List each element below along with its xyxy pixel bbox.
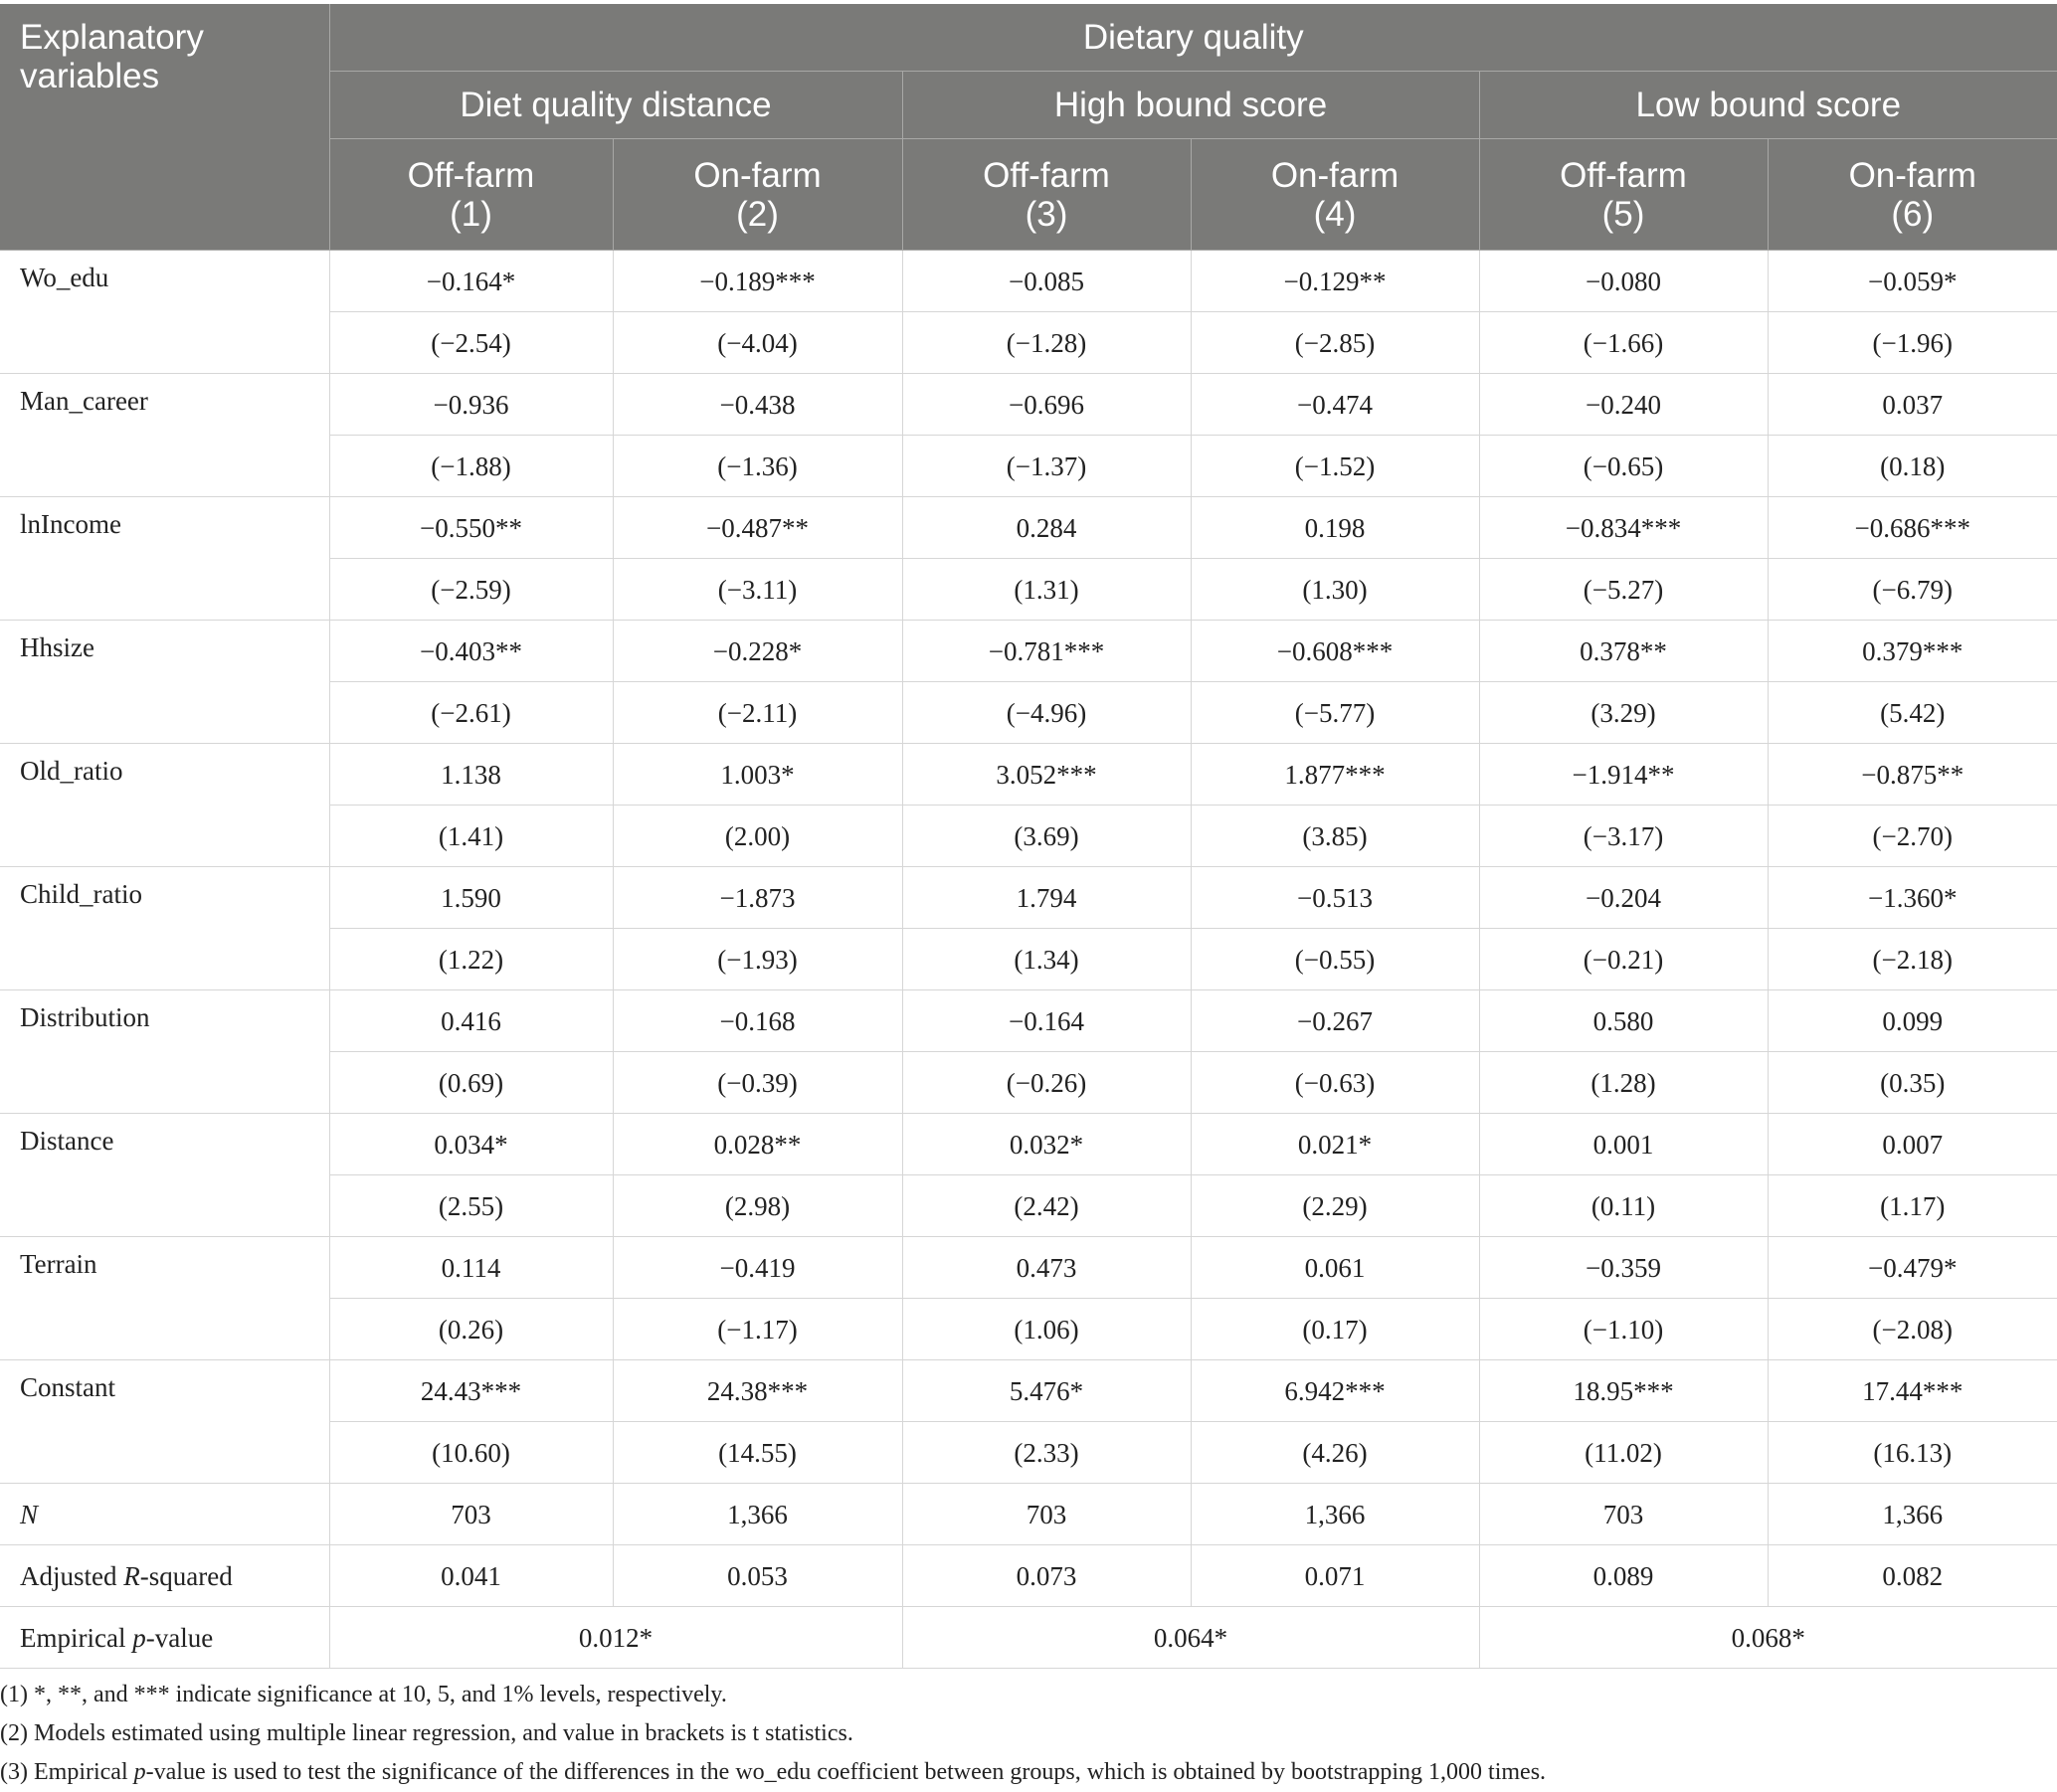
t-statistic-cell: (1.17) — [1768, 1175, 2057, 1237]
t-statistic-cell: (2.55) — [329, 1175, 613, 1237]
coefficient-cell: 24.43*** — [329, 1360, 613, 1422]
coefficient-cell: −0.686*** — [1768, 497, 2057, 559]
table-row-old-ratio — [0, 744, 2057, 806]
coefficient-cell: 1.877*** — [1191, 744, 1479, 806]
t-statistic-cell: (−4.96) — [902, 682, 1191, 744]
t-statistic-cell: (3.29) — [1479, 682, 1768, 744]
coefficient-cell: 1.590 — [329, 867, 613, 929]
t-statistic-cell: (11.02) — [1479, 1422, 1768, 1484]
t-statistic-cell: (10.60) — [329, 1422, 613, 1484]
t-statistic-cell: (−1.93) — [613, 929, 902, 990]
r2-cell: 0.053 — [613, 1545, 902, 1607]
coefficient-cell: −1.360* — [1768, 867, 2057, 929]
t-statistic-cell: (−0.39) — [613, 1052, 902, 1114]
t-statistic-cell: (0.26) — [329, 1299, 613, 1360]
note-2: (2) Models estimated using multiple linear regression, and value in brackets is t statistics. — [0, 1720, 853, 1746]
t-statistic-cell: (16.13) — [1768, 1422, 2057, 1484]
coefficient-cell: 0.028** — [613, 1114, 902, 1175]
coefficient-cell: −0.228* — [613, 621, 902, 682]
coefficient-cell: −0.438 — [613, 374, 902, 436]
coefficient-cell: −0.267 — [1191, 990, 1479, 1052]
coefficient-cell: −0.403** — [329, 621, 613, 682]
row-label-old-ratio: Old_ratio — [0, 744, 329, 867]
t-statistic-cell: (1.06) — [902, 1299, 1191, 1360]
column-number: (5) — [1601, 194, 1645, 234]
t-statistic-cell: (3.85) — [1191, 806, 1479, 867]
header-column-5 — [1479, 139, 1768, 251]
coefficient-cell: 0.037 — [1768, 374, 2057, 436]
r2-cell: 0.073 — [902, 1545, 1191, 1607]
coefficient-cell: 3.052*** — [902, 744, 1191, 806]
column-label: Off-farm — [407, 155, 535, 195]
t-statistic-cell: (−0.63) — [1191, 1052, 1479, 1114]
t-statistic-cell: (−2.85) — [1191, 312, 1479, 374]
coefficient-cell: 0.378** — [1479, 621, 1768, 682]
column-label: Off-farm — [983, 155, 1110, 195]
column-label: On-farm — [693, 155, 822, 195]
t-statistic-cell: (0.69) — [329, 1052, 613, 1114]
table-row-hhsize — [0, 621, 2057, 682]
coefficient-cell: −0.608*** — [1191, 621, 1479, 682]
coefficient-cell: −0.359 — [1479, 1237, 1768, 1299]
t-statistic-cell: (0.17) — [1191, 1299, 1479, 1360]
header-diet-quality-distance: Diet quality distance — [329, 72, 902, 139]
t-statistic-cell: (14.55) — [613, 1422, 902, 1484]
t-statistic-cell: (1.34) — [902, 929, 1191, 990]
note-1: (1) *, **, and *** indicate significance at 10, 5, and 1% levels, respectively. — [0, 1682, 727, 1707]
n-cell: 703 — [1479, 1484, 1768, 1545]
column-number: (2) — [736, 194, 779, 234]
coefficient-cell: −0.419 — [613, 1237, 902, 1299]
column-number: (6) — [1891, 194, 1935, 234]
t-statistic-cell: (1.31) — [902, 559, 1191, 621]
coefficient-cell: 0.198 — [1191, 497, 1479, 559]
t-statistic-cell: (2.00) — [613, 806, 902, 867]
coefficient-cell: −0.080 — [1479, 251, 1768, 312]
column-number: (3) — [1025, 194, 1068, 234]
n-cell: 703 — [329, 1484, 613, 1545]
coefficient-cell: 0.021* — [1191, 1114, 1479, 1175]
header-column-3 — [902, 139, 1191, 251]
r2-cell: 0.071 — [1191, 1545, 1479, 1607]
coefficient-cell: 0.007 — [1768, 1114, 2057, 1175]
t-statistic-cell: (2.33) — [902, 1422, 1191, 1484]
t-statistic-cell: (−1.96) — [1768, 312, 2057, 374]
table-row-distribution — [0, 990, 2057, 1052]
t-statistic-cell: (0.18) — [1768, 436, 2057, 497]
row-label-empirical-p-value: Empirical p-value — [0, 1607, 329, 1669]
header-dietary-quality: Dietary quality — [329, 4, 2057, 72]
t-statistic-cell: (2.42) — [902, 1175, 1191, 1237]
coefficient-cell: −0.240 — [1479, 374, 1768, 436]
t-statistic-cell: (−0.26) — [902, 1052, 1191, 1114]
row-label-lnincome: lnIncome — [0, 497, 329, 621]
t-statistic-cell: (0.11) — [1479, 1175, 1768, 1237]
coefficient-cell: 0.001 — [1479, 1114, 1768, 1175]
t-statistic-cell: (−0.21) — [1479, 929, 1768, 990]
header-explanatory-variables: Explanatory variables — [0, 4, 329, 251]
coefficient-cell: −0.204 — [1479, 867, 1768, 929]
regression-table — [0, 4, 2057, 1669]
coefficient-cell: −0.781*** — [902, 621, 1191, 682]
row-label-distribution: Distribution — [0, 990, 329, 1114]
table-row-lnincome — [0, 497, 2057, 559]
t-statistic-cell: (−3.17) — [1479, 806, 1768, 867]
r2-cell: 0.082 — [1768, 1545, 2057, 1607]
coefficient-cell: −0.059* — [1768, 251, 2057, 312]
t-statistic-cell: (−3.11) — [613, 559, 902, 621]
table-body — [0, 251, 2057, 1669]
row-label-terrain: Terrain — [0, 1237, 329, 1360]
t-statistic-cell: (−2.08) — [1768, 1299, 2057, 1360]
t-statistic-cell: (1.28) — [1479, 1052, 1768, 1114]
t-statistic-cell: (−1.10) — [1479, 1299, 1768, 1360]
r2-cell: 0.089 — [1479, 1545, 1768, 1607]
n-cell: 1,366 — [1191, 1484, 1479, 1545]
column-number: (4) — [1313, 194, 1357, 234]
coefficient-cell: −0.129** — [1191, 251, 1479, 312]
coefficient-cell: −0.550** — [329, 497, 613, 559]
t-statistic-cell: (−2.70) — [1768, 806, 2057, 867]
n-cell: 1,366 — [613, 1484, 902, 1545]
t-statistic-cell: (−1.66) — [1479, 312, 1768, 374]
coefficient-cell: −0.085 — [902, 251, 1191, 312]
row-label-hhsize: Hhsize — [0, 621, 329, 744]
t-statistic-cell: (−2.61) — [329, 682, 613, 744]
coefficient-cell: 0.032* — [902, 1114, 1191, 1175]
t-statistic-cell: (3.69) — [902, 806, 1191, 867]
coefficient-cell: −0.936 — [329, 374, 613, 436]
coefficient-cell: −0.487** — [613, 497, 902, 559]
t-statistic-cell: (1.41) — [329, 806, 613, 867]
header-column-6 — [1768, 139, 2057, 251]
t-statistic-cell: (−2.59) — [329, 559, 613, 621]
table-notes — [0, 1676, 2049, 1792]
t-statistic-cell: (−1.36) — [613, 436, 902, 497]
table-row-man-career — [0, 374, 2057, 436]
row-label-n: N — [0, 1484, 329, 1545]
t-statistic-cell: (−2.18) — [1768, 929, 2057, 990]
coefficient-cell: 0.473 — [902, 1237, 1191, 1299]
header-column-4 — [1191, 139, 1479, 251]
header-column-1 — [329, 139, 613, 251]
note-3: (3) Empirical p-value is used to test the significance of the differences in the wo_edu coefficient between groups, which is obtained by bootstrapping 1,000 times. — [0, 1759, 1547, 1785]
coefficient-cell: 1.138 — [329, 744, 613, 806]
p-value-cell-diet-quality-distance: 0.012* — [329, 1607, 902, 1669]
t-statistic-cell: (−1.17) — [613, 1299, 902, 1360]
row-label-child-ratio: Child_ratio — [0, 867, 329, 990]
row-label-adjusted-r-squared: Adjusted R-squared — [0, 1545, 329, 1607]
n-cell: 703 — [902, 1484, 1191, 1545]
coefficient-cell: −0.474 — [1191, 374, 1479, 436]
row-label-distance: Distance — [0, 1114, 329, 1237]
n-cell: 1,366 — [1768, 1484, 2057, 1545]
t-statistic-cell: (−1.88) — [329, 436, 613, 497]
coefficient-cell: 0.034* — [329, 1114, 613, 1175]
coefficient-cell: −1.873 — [613, 867, 902, 929]
coefficient-cell: 0.580 — [1479, 990, 1768, 1052]
t-statistic-cell: (0.35) — [1768, 1052, 2057, 1114]
table-row-adjusted-r-squared — [0, 1545, 2057, 1607]
row-label-man-career: Man_career — [0, 374, 329, 497]
t-statistic-cell: (−1.52) — [1191, 436, 1479, 497]
coefficient-cell: −0.189*** — [613, 251, 902, 312]
header-high-bound-score: High bound score — [902, 72, 1479, 139]
p-value-cell-low-bound-score: 0.068* — [1479, 1607, 2057, 1669]
t-statistic-cell: (−2.54) — [329, 312, 613, 374]
table-row-terrain — [0, 1237, 2057, 1299]
table-row-child-ratio — [0, 867, 2057, 929]
t-statistic-cell: (−2.11) — [613, 682, 902, 744]
coefficient-cell: 17.44*** — [1768, 1360, 2057, 1422]
table-row-constant — [0, 1360, 2057, 1422]
t-statistic-cell: (−0.65) — [1479, 436, 1768, 497]
t-statistic-cell: (−0.55) — [1191, 929, 1479, 990]
t-statistic-cell: (4.26) — [1191, 1422, 1479, 1484]
coefficient-cell: 0.416 — [329, 990, 613, 1052]
coefficient-cell: 18.95*** — [1479, 1360, 1768, 1422]
t-statistic-cell: (2.98) — [613, 1175, 902, 1237]
coefficient-cell: 0.099 — [1768, 990, 2057, 1052]
column-label: Off-farm — [1560, 155, 1687, 195]
coefficient-cell: −0.513 — [1191, 867, 1479, 929]
column-label: On-farm — [1848, 155, 1976, 195]
coefficient-cell: 24.38*** — [613, 1360, 902, 1422]
t-statistic-cell: (−6.79) — [1768, 559, 2057, 621]
table-header — [0, 4, 2057, 251]
coefficient-cell: −0.164 — [902, 990, 1191, 1052]
coefficient-cell: 1.794 — [902, 867, 1191, 929]
coefficient-cell: 5.476* — [902, 1360, 1191, 1422]
table-row-n — [0, 1484, 2057, 1545]
t-statistic-cell: (−5.77) — [1191, 682, 1479, 744]
table-row-wo-edu — [0, 251, 2057, 312]
coefficient-cell: 6.942*** — [1191, 1360, 1479, 1422]
t-statistic-cell: (−1.28) — [902, 312, 1191, 374]
coefficient-cell: −0.696 — [902, 374, 1191, 436]
coefficient-cell: −0.875** — [1768, 744, 2057, 806]
header-column-2 — [613, 139, 902, 251]
regression-table-container — [0, 4, 2057, 1669]
t-statistic-cell: (1.30) — [1191, 559, 1479, 621]
row-label-constant: Constant — [0, 1360, 329, 1484]
t-statistic-cell: (2.29) — [1191, 1175, 1479, 1237]
table-row-distance — [0, 1114, 2057, 1175]
t-statistic-cell: (1.22) — [329, 929, 613, 990]
coefficient-cell: −0.479* — [1768, 1237, 2057, 1299]
t-statistic-cell: (−5.27) — [1479, 559, 1768, 621]
coefficient-cell: 0.114 — [329, 1237, 613, 1299]
t-statistic-cell: (−4.04) — [613, 312, 902, 374]
header-low-bound-score: Low bound score — [1479, 72, 2057, 139]
table-row-empirical-p-value — [0, 1607, 2057, 1669]
p-value-cell-high-bound-score: 0.064* — [902, 1607, 1479, 1669]
coefficient-cell: 0.379*** — [1768, 621, 2057, 682]
coefficient-cell: −0.834*** — [1479, 497, 1768, 559]
r2-cell: 0.041 — [329, 1545, 613, 1607]
coefficient-cell: −1.914** — [1479, 744, 1768, 806]
column-label: On-farm — [1270, 155, 1400, 195]
row-label-wo-edu: Wo_edu — [0, 251, 329, 374]
coefficient-cell: 1.003* — [613, 744, 902, 806]
coefficient-cell: 0.284 — [902, 497, 1191, 559]
column-number: (1) — [450, 194, 492, 234]
t-statistic-cell: (5.42) — [1768, 682, 2057, 744]
coefficient-cell: −0.164* — [329, 251, 613, 312]
t-statistic-cell: (−1.37) — [902, 436, 1191, 497]
coefficient-cell: −0.168 — [613, 990, 902, 1052]
coefficient-cell: 0.061 — [1191, 1237, 1479, 1299]
